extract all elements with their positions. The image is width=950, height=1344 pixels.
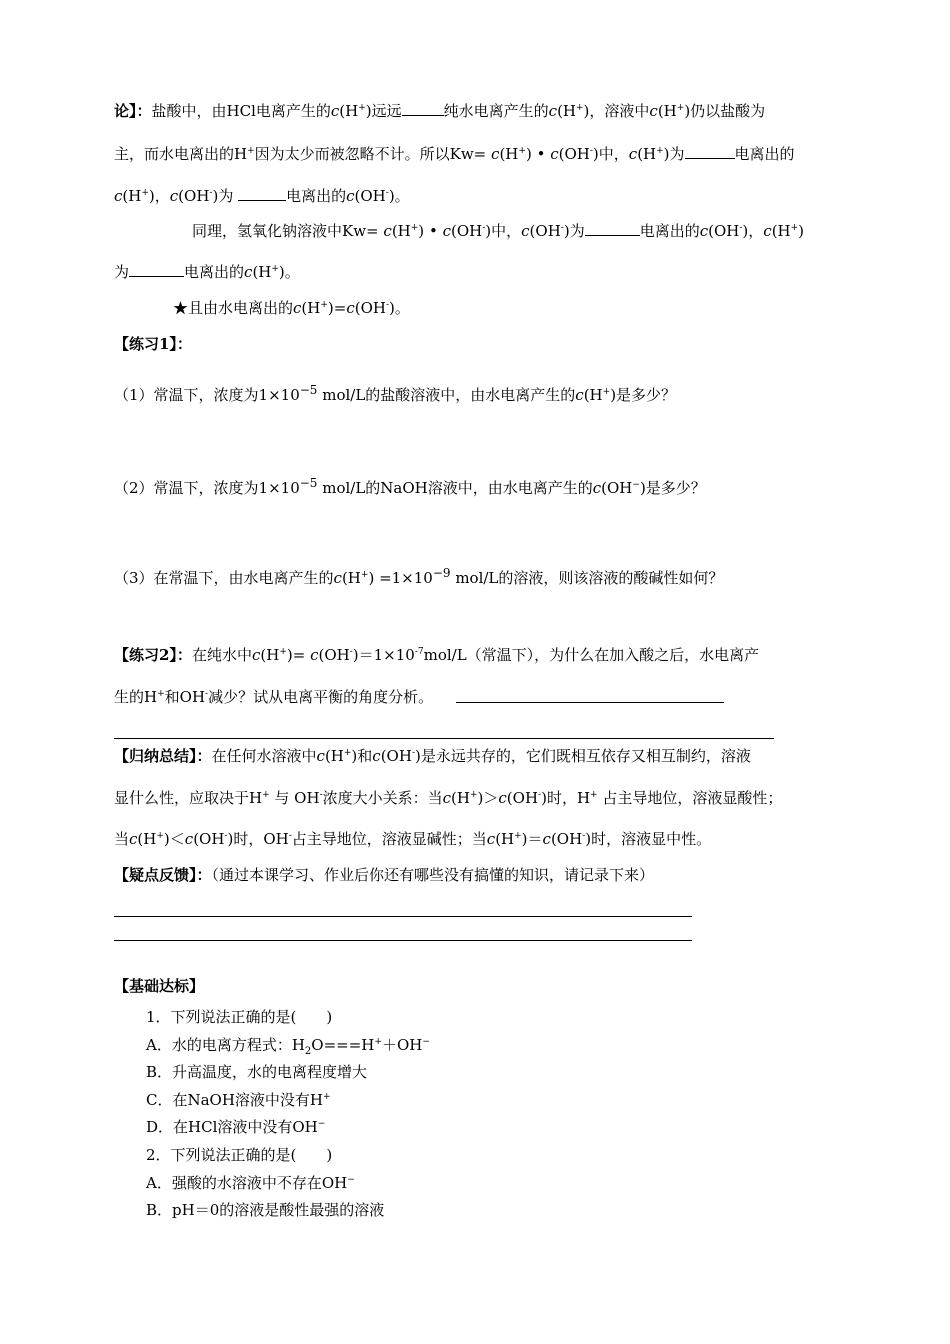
answer-blank[interactable]	[402, 101, 444, 116]
c-symbol: c	[442, 222, 451, 240]
text: (H	[657, 102, 677, 120]
practice2-line-2	[114, 687, 433, 707]
sup: +	[790, 223, 799, 233]
text: (H	[391, 222, 411, 240]
text: )	[592, 145, 599, 163]
text: mol/L（常温下），为什么在加入酸之后，水电离产	[423, 646, 760, 664]
text: D．在HCl溶液中没有OH	[146, 1118, 318, 1136]
text: 为	[569, 222, 585, 240]
text: 为	[218, 187, 234, 205]
conclusion-line-3	[114, 186, 410, 206]
text: （2）常温下，浓度为1×10	[114, 479, 300, 497]
text: )	[583, 102, 590, 120]
basic-q2: 2．下列说法正确的是( )	[146, 1146, 333, 1164]
c-symbol: c	[293, 299, 302, 317]
text: 仍以盐酸为	[690, 102, 766, 120]
text: 减少？试从电离平衡的角度分析。	[208, 688, 434, 706]
sup: -	[538, 790, 542, 800]
text: (H	[341, 569, 361, 587]
text: )	[610, 386, 617, 404]
text: )	[663, 145, 670, 163]
text: (H	[771, 222, 791, 240]
text: )	[388, 187, 395, 205]
sup: −	[317, 1119, 326, 1129]
c-symbol: c	[316, 747, 325, 765]
text: )	[585, 830, 592, 848]
sup: +	[374, 1037, 382, 1047]
c-symbol: c	[244, 263, 253, 281]
c-symbol: c	[575, 386, 584, 404]
text: (OH	[558, 145, 590, 163]
sup: +	[410, 223, 419, 233]
conclusion-line-4	[192, 221, 804, 241]
c-symbol: c	[548, 102, 558, 120]
text: 为	[114, 263, 130, 281]
c-symbol: c	[763, 222, 772, 240]
conclusion-line-2	[114, 144, 795, 164]
c-symbol: c	[628, 145, 638, 163]
sup: -	[582, 831, 586, 841]
basic-title: 【基础达标】	[114, 977, 205, 995]
text: )	[541, 789, 547, 807]
feedback-title: 【疑点反馈】：	[114, 866, 212, 884]
text: 是多少？	[616, 386, 677, 404]
text: 。	[394, 299, 410, 317]
text: )	[365, 102, 372, 120]
sup: +	[279, 647, 287, 657]
text: •	[536, 145, 546, 163]
text: )	[525, 145, 532, 163]
sup: +	[141, 188, 149, 198]
c-symbol: c	[310, 646, 319, 664]
text: 。	[284, 263, 300, 281]
text: )	[477, 789, 484, 807]
text: 是多少？	[645, 479, 706, 497]
text: 远远	[371, 102, 402, 120]
text: （通过本课学习、作业后你还有哪些没有搞懂的知识，请记录下来）	[211, 866, 655, 884]
text: )	[639, 479, 646, 497]
sup: +	[157, 689, 165, 699]
text: •	[428, 222, 438, 240]
c-symbol: c	[699, 222, 709, 240]
text: (OH	[529, 222, 561, 240]
answer-line[interactable]	[114, 940, 692, 941]
text: =	[333, 299, 347, 317]
text: )	[485, 222, 492, 240]
text: (H	[137, 830, 157, 848]
text: 时，溶液显中性。	[591, 830, 712, 848]
text: 纯水电离产生的	[443, 102, 549, 120]
text: )	[327, 299, 334, 317]
answer-line[interactable]	[114, 916, 692, 917]
text: 显什么性，应取决于H	[114, 789, 263, 807]
c-symbol: c	[129, 830, 138, 848]
sup: +	[247, 146, 255, 156]
text: 与 OH	[269, 789, 320, 807]
text: ＋OH	[381, 1036, 423, 1054]
text: 占主导地位，溶液显碱性；当	[291, 830, 487, 848]
text: (OH	[601, 479, 633, 497]
text: ，溶液中	[589, 102, 650, 120]
text: 时，H	[546, 789, 591, 807]
text: )	[278, 263, 285, 281]
c-symbol: c	[491, 145, 500, 163]
text: )	[163, 830, 170, 848]
sup: +	[358, 103, 366, 113]
text: 同理，氢氧化钠溶液中Kw=	[192, 222, 379, 240]
text: (OH	[178, 187, 210, 205]
exponent: −5	[299, 383, 318, 397]
c-symbol: c	[333, 569, 342, 587]
sup: +	[320, 300, 328, 310]
text: 生的H	[114, 688, 158, 706]
text: )	[212, 187, 219, 205]
basic-q1-option-a[interactable]	[146, 1035, 430, 1062]
summary-title: 【归纳总结】：	[114, 747, 212, 765]
text: (OH	[354, 187, 386, 205]
text: )	[389, 299, 395, 317]
sup: +	[343, 748, 352, 758]
text: )	[148, 187, 155, 205]
exponent: −9	[432, 566, 451, 580]
text: (OH	[708, 222, 740, 240]
exponent: -7	[414, 647, 424, 657]
text: =	[292, 646, 311, 664]
text: 占主导地位，溶液显酸性；	[597, 789, 783, 807]
c-symbol: c	[383, 222, 392, 240]
text: 和OH	[164, 688, 206, 706]
practice2-title: 【练习2】：	[114, 646, 192, 664]
c-symbol: c	[542, 830, 551, 848]
c-symbol: c	[114, 187, 123, 205]
sup: −	[632, 480, 640, 490]
sup: +	[360, 570, 369, 580]
text: (OH	[318, 646, 350, 664]
text: 。	[394, 187, 410, 205]
text: )	[351, 747, 358, 765]
text: (H	[557, 102, 576, 120]
text: 电离出的	[286, 187, 347, 205]
sup: +	[271, 264, 279, 274]
text: 当	[114, 830, 130, 848]
star-note	[173, 298, 410, 318]
text: 主，而水电离出的H	[114, 145, 248, 163]
text: 中，	[598, 145, 629, 163]
sup: -	[385, 300, 390, 310]
c-symbol: c	[346, 299, 355, 317]
text: (H	[499, 145, 519, 163]
sup: -	[589, 146, 593, 156]
practice2-line-1	[114, 645, 759, 665]
sup: -	[482, 223, 486, 233]
text: )	[521, 830, 528, 848]
summary-line-1	[114, 746, 751, 766]
basic-q2-option-b[interactable]: B．pH＝0的溶液是酸性最强的溶液	[146, 1201, 385, 1219]
text: (OH	[506, 789, 539, 807]
text: ＝	[527, 830, 543, 848]
text: )	[798, 222, 805, 240]
sup: -	[205, 689, 209, 699]
text: =1×10	[374, 569, 433, 587]
text: A．水的电离方程式：H	[146, 1036, 305, 1054]
c-symbol: c	[372, 747, 381, 765]
text: （1）常温下，浓度为1×10	[114, 386, 300, 404]
basic-q1-option-c[interactable]	[146, 1090, 331, 1110]
text: (H	[495, 830, 515, 848]
text: 中，	[491, 222, 522, 240]
basic-q1: 1．下列说法正确的是( )	[146, 1008, 333, 1026]
text: (H	[260, 646, 280, 664]
answer-line[interactable]	[456, 702, 724, 703]
text: (OH	[380, 747, 412, 765]
text: mol/L的NaOH溶液中，由水电离产生的	[317, 479, 593, 497]
text: 电离出的	[184, 263, 245, 281]
text: )	[368, 569, 375, 587]
text: ＝1×10	[358, 646, 415, 664]
text: ，	[748, 222, 764, 240]
text: ＞	[483, 789, 499, 807]
text: (OH	[550, 830, 583, 848]
sup: +	[602, 387, 611, 397]
text: )	[414, 747, 421, 765]
text: )	[563, 222, 570, 240]
text: (OH	[450, 222, 483, 240]
sub: 2	[304, 1046, 312, 1057]
text: 电离出的	[639, 222, 700, 240]
text: ★且由水电离出的	[173, 299, 294, 317]
text: 浓度大小关系：当	[322, 789, 443, 807]
feedback-line	[114, 865, 654, 885]
sup: −	[422, 1037, 430, 1047]
practice1-q3	[114, 568, 723, 588]
text: (H	[301, 299, 321, 317]
basic-q1-option-d[interactable]	[146, 1117, 325, 1137]
answer-blank[interactable]	[129, 262, 184, 277]
text: )	[227, 830, 234, 848]
text: ＜	[169, 830, 185, 848]
text: 因为太少而被忽略不计。所以Kw=	[254, 145, 487, 163]
text: (H	[122, 187, 142, 205]
text: )	[418, 222, 425, 240]
c-symbol: c	[442, 789, 452, 807]
sup: +	[676, 103, 685, 113]
c-symbol: c	[521, 222, 530, 240]
practice1-q2	[114, 478, 706, 498]
summary-line-2	[114, 788, 782, 808]
sup: -	[739, 223, 743, 233]
sup: -	[349, 647, 353, 657]
text: A．强酸的水溶液中不存在OH	[146, 1174, 348, 1192]
text: (H	[583, 386, 603, 404]
sup: +	[590, 790, 598, 800]
basic-q2-option-a[interactable]	[146, 1173, 355, 1193]
sup: -	[385, 188, 389, 198]
answer-blank[interactable]	[685, 144, 735, 159]
text: )	[286, 646, 293, 664]
conclusion-line-1	[114, 101, 765, 121]
text: (H	[339, 102, 359, 120]
answer-blank[interactable]	[585, 221, 640, 236]
sup: +	[156, 831, 164, 841]
sup: -	[319, 790, 323, 800]
text: )	[352, 646, 359, 664]
c-symbol: c	[592, 479, 602, 497]
sup: -	[288, 831, 292, 841]
sup: -	[209, 188, 213, 198]
c-symbol: c	[184, 830, 194, 848]
text: (OH	[354, 299, 386, 317]
sup: -	[224, 831, 228, 841]
text: ，	[154, 187, 170, 205]
sup: −	[347, 1175, 355, 1185]
sup: +	[518, 146, 526, 156]
answer-line[interactable]	[114, 738, 774, 739]
text: mol/L的盐酸溶液中，由水电离产生的	[317, 386, 576, 404]
text: （3）在常温下，由水电离产生的	[114, 569, 334, 587]
text: 盐酸中，由HCl电离产生的	[151, 102, 331, 120]
summary-line-3	[114, 829, 711, 849]
text: (H	[324, 747, 344, 765]
c-symbol: c	[251, 646, 261, 664]
practice1-q1	[114, 385, 676, 405]
text: )	[684, 102, 691, 120]
text: 和	[357, 747, 373, 765]
text: (OH	[193, 830, 225, 848]
text: 为	[669, 145, 685, 163]
sup: +	[656, 146, 664, 156]
sup: +	[514, 831, 522, 841]
conclusion-line-5	[114, 262, 300, 282]
practice1-title: 【练习1】：	[114, 335, 192, 353]
basic-q1-option-b[interactable]: B．升高温度，水的电离程度增大	[146, 1063, 368, 1081]
sup: +	[262, 790, 270, 800]
text: 电离出的	[734, 145, 795, 163]
conclusion-tail-title: 论】：	[114, 102, 152, 120]
text: 在纯水中	[191, 646, 252, 664]
text: 在任何水溶液中	[211, 747, 317, 765]
text: (H	[451, 789, 470, 807]
text: mol/L的溶液，则该溶液的酸碱性如何？	[450, 569, 724, 587]
sup: +	[323, 1092, 331, 1102]
text: )	[742, 222, 749, 240]
text: C．在NaOH溶液中没有H	[146, 1091, 324, 1109]
sup: +	[576, 103, 584, 113]
text: O===H	[311, 1036, 375, 1054]
c-symbol: c	[346, 187, 355, 205]
answer-blank[interactable]	[238, 186, 286, 201]
c-symbol: c	[330, 102, 340, 120]
text: 时，OH	[233, 830, 289, 848]
sup: +	[469, 790, 478, 800]
c-symbol: c	[169, 187, 179, 205]
text: (H	[252, 263, 272, 281]
c-symbol: c	[486, 830, 496, 848]
text: 是永远共存的，它们既相互依存又相互制约，溶液	[420, 747, 751, 765]
text: (H	[637, 145, 657, 163]
sup: -	[560, 223, 564, 233]
c-symbol: c	[550, 145, 559, 163]
c-symbol: c	[649, 102, 658, 120]
sup: -	[411, 748, 415, 758]
c-symbol: c	[498, 789, 507, 807]
exponent: −5	[299, 476, 318, 490]
